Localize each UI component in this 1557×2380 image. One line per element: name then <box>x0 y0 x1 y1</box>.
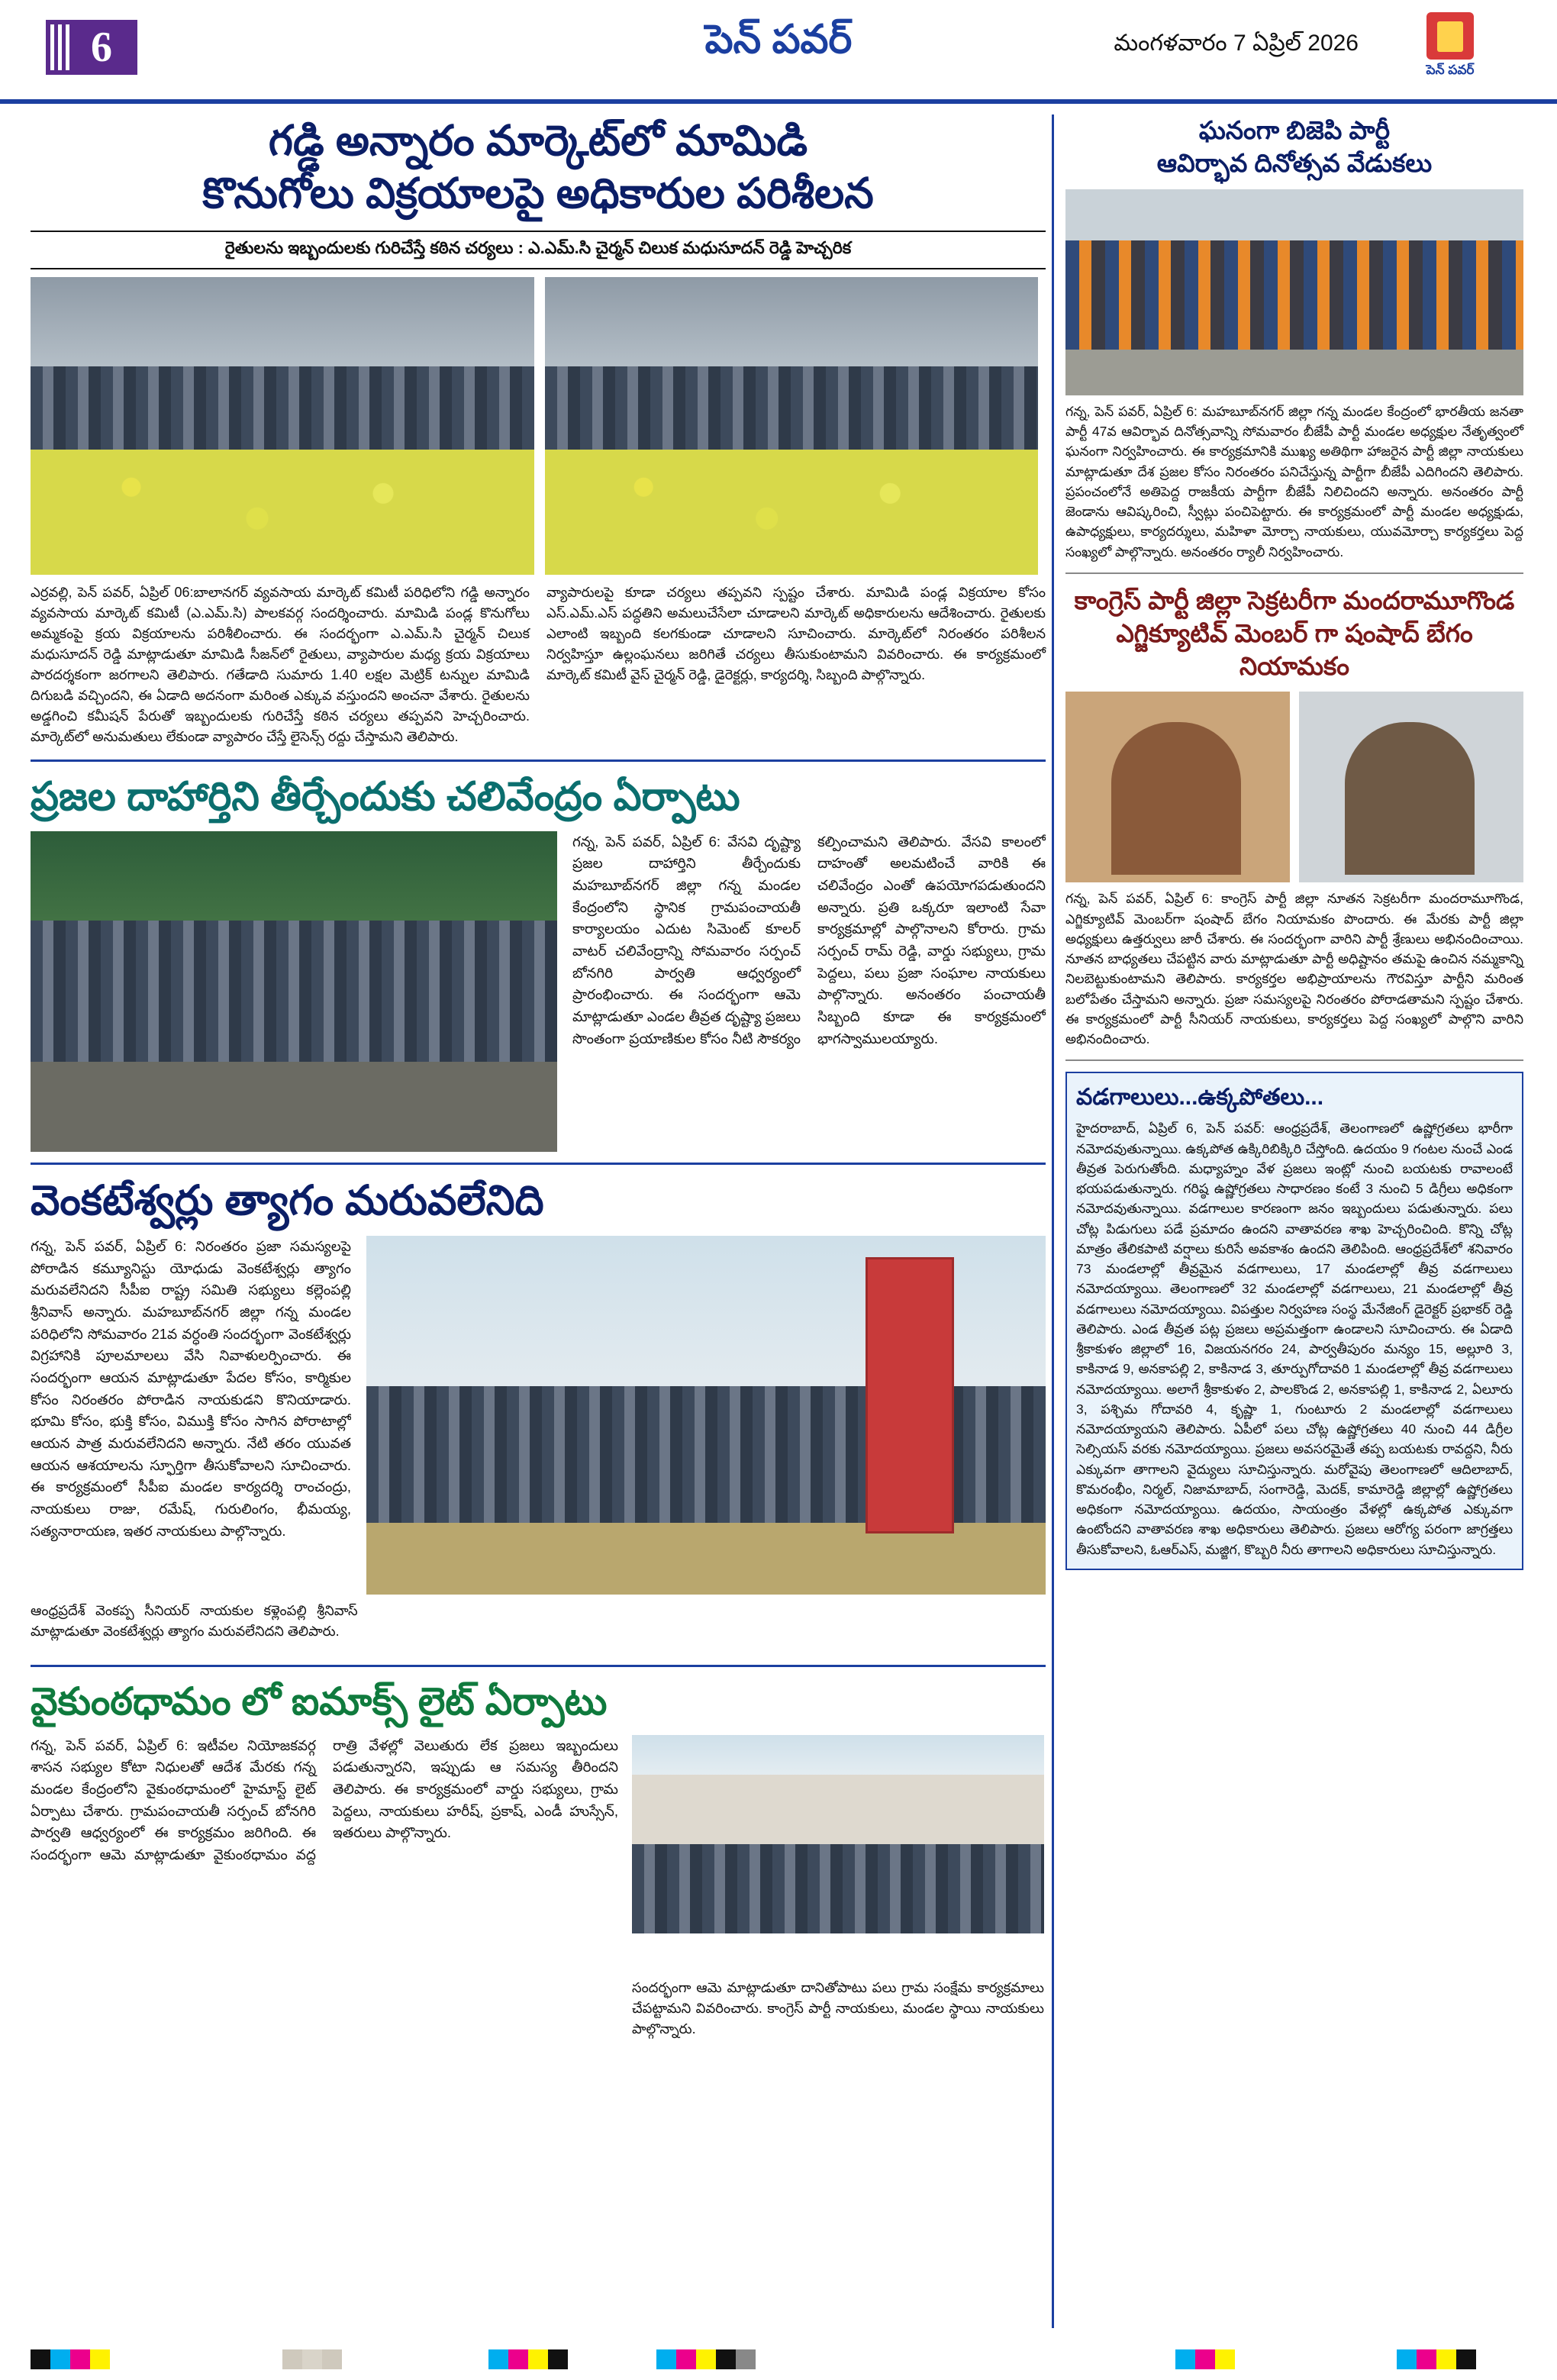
story-venkateswarlu <box>31 1175 1046 1658</box>
rdivider-1 <box>1065 572 1523 574</box>
story2-photo <box>31 831 557 1152</box>
rstory1-body: గన్న, పెన్ పవర్, ఏప్రిల్ 6: మహబూబ్‌నగర్ జిల్లా గన్న మండల కేంద్రంలో భారతీయ జనతా పార్టీ 47వ ఆవిర్భావ దినోత్సవాన్ని సోమవారం బీజేపీ పార్టీ మండల అధ్యక్షుల నేతృత్వంలో ఘనంగా నిర్వహించారు. ఈ కార్యక్రమానికి ముఖ్య అతిథిగా హాజరైన పార్టీ జిల్లా నాయకులు మాట్లాడుతూ దేశ ప్రజల కోసం నిరంతరం పనిచేస్తున్న పార్టీగా బీజేపీ ఎదిగిందని తెలిపారు. ప్రపంచంలోనే అతిపెద్ద రాజకీయ పార్టీగా బీజేపీ నిలిచిందని అన్నారు. అనంతరం పార్టీ జెండాను ఆవిష్కరించి, స్వీట్లు పంచిపెట్టారు. ఈ కార్యక్రమంలో పార్టీ మండల అధ్యక్షుడు, ఉపాధ్యక్షులు, కార్యదర్శులు, మహిళా మోర్చా నాయకులు, యువమోర్చా కార్యకర్తలు పెద్ద సంఖ్యలో పాల్గొన్నారు. అనంతరం ర్యాలీ నిర్వహించారు. <box>1065 403 1523 560</box>
story1-photo-left <box>31 277 534 575</box>
story1-captions <box>31 582 1046 747</box>
rstory2-portrait-1 <box>1065 692 1290 882</box>
story4-headline: వైకుంఠధామం లో ఐమాక్స్ లైట్ ఏర్పాటు <box>31 1680 608 1723</box>
story4-caption: సందర్భంగా ఆమె మాట్లాడుతూ దానితోపాటు పలు గ్రామ సంక్షేమ కార్యక్రమాలు చేపట్టామని వివరించారు. కాంగ్రెస్ పార్టీ నాయకులు, మండల స్థాయి నాయకులు పాల్గొన్నారు. <box>632 1979 1044 2037</box>
story-drinking-water <box>31 772 1046 1152</box>
rstory1-photo <box>1065 189 1523 395</box>
masthead <box>0 0 1557 104</box>
story2-headline: ప్రజల దాహార్తిని తీర్చేందుకు చలివేంద్రం ఏర్పాటు <box>31 774 740 819</box>
masthead-title: పెన్ పవర్ <box>704 18 853 62</box>
print-color-bars <box>31 2349 1526 2369</box>
rstory2-body: గన్న, పెన్ పవర్, ఏప్రిల్ 6: కాంగ్రెస్ పార్టీ జిల్లా నూతన సెక్రటరీగా మందరామూగొండ, ఎగ్జిక్యూటివ్ మెంబర్‌గా షంషాద్ బేగం నియామకం పొందారు. ఈ మేరకు పార్టీ జిల్లా అధ్యక్షులు ఉత్తర్వులు జారీ చేశారు. ఈ సందర్భంగా వారిని పార్టీ శ్రేణులు అభినందించాయి. నూతన బాధ్యతలు చేపట్టిన వారు మాట్లాడుతూ పార్టీ అధిష్టానం తమపై ఉంచిన నమ్మకాన్ని నిలబెట్టుకుంటామని తెలిపారు. కార్యకర్తల అభిప్రాయాలను గౌరవిస్తూ పార్టీని మరింత బలోపేతం చేస్తామని అన్నారు. ప్రజా సమస్యలపై నిరంతరం పోరాడతామని స్పష్టం చేశారు. ఈ కార్యక్రమంలో పార్టీ సీనియర్ నాయకులు, కార్యకర్తలు పెద్ద సంఖ్యలో పాల్గొని వారిని అభినందించారు. <box>1065 891 1523 1047</box>
story2-body: గన్న, పెన్ పవర్, ఏప్రిల్ 6: వేసవి దృష్ట్యా ప్రజల దాహార్తిని తీర్చేందుకు మహబూబ్‌నగర్ జిల్లా గన్న మండల కేంద్రంలోని స్థానిక గ్రామపంచాయతీ కార్యాలయం ఎదుట సిమెంట్ కూలర్ వాటర్ చలివేంద్రాన్ని సోమవారం సర్పంచ్ బోనగిరి పార్వతి ఆధ్వర్యంలో ప్రారంభించారు. ఈ సందర్భంగా ఆమె మాట్లాడుతూ ఎండల తీవ్రత దృష్ట్యా ప్రజలు సొంతంగా ప్రయాణికుల కోసం నీటి సౌకర్యం కల్పించామని తెలిపారు. వేసవి కాలంలో దాహంతో అలమటించే వారికి ఈ చలివేంద్రం ఎంతో ఉపయోగపడుతుందని అన్నారు. ప్రతి ఒక్కరూ ఇలాంటి సేవా కార్యక్రమాల్లో పాల్గొనాలని కోరారు. గ్రామ సర్పంచ్ రామ్ రెడ్డి, వార్డు సభ్యులు, గ్రామ పెద్దలు, పలు ప్రజా సంఘాల నాయకులు పాల్గొన్నారు. అనంతరం పంచాయతీ సిబ్బంది కూడా ఈ కార్యక్రమంలో భాగస్వాములయ్యారు. <box>572 833 1046 1046</box>
rstory3-headline: వడగాలులు...ఉక్కపోతలు... <box>1076 1085 1324 1111</box>
story4-body: గన్న, పెన్ పవర్, ఏప్రిల్ 6: ఇటీవల నియోజకవర్గ శాసన సభ్యుల కోటా నిధులతో ఆదేశ మేరకు గన్న మండల కేంద్రంలోని వైకుంఠధామంలో హైమాస్ట్ లైట్ ఏర్పాటు చేశారు. గ్రామపంచాయతీ సర్పంచ్ బోనగిరి పార్వతి ఆధ్వర్యంలో ఈ కార్యక్రమం జరిగింది. ఈ సందర్భంగా ఆమె మాట్లాడుతూ వైకుంఠధామం వద్ద రాత్రి వేళల్లో వెలుతురు లేక ప్రజలు ఇబ్బందులు పడుతున్నారని, ఇప్పుడు ఆ సమస్య తీరిందని తెలిపారు. ఈ కార్యక్రమంలో వార్డు సభ్యులు, గ్రామ పెద్దలు, నాయకులు హరీష్, ప్రకాష్, ఎండీ హుస్సేన్, ఇతరులు పాల్గొన్నారు. <box>31 1737 618 1862</box>
masthead-logo <box>1397 12 1504 85</box>
story1-caption-left: ఎర్రవల్లి, పెన్ పవర్, ఏప్రిల్ 06:బాలానగర్ వ్యవసాయ మార్కెట్ కమిటీ పరిధిలోని గడ్డి అన్నారం వ్యవసాయ మార్కెట్ కమిటీ (ఎ.ఎమ్.సి) పాలకవర్గ సందర్శించారు. మామిడి పండ్ల కొనుగోలు అమ్మకంపై క్రయ విక్రయాలను పరిశీలించారు. ఈ సందర్భంగా ఎ.ఎమ్.సి చైర్మన్ చిలుక మధుసూదన్ రెడ్డి మాట్లాడుతూ మామిడి సీజన్‌లో రైతులు, వ్యాపారుల మధ్య క్రయ విక్రయాలు పారదర్శకంగా జరగాలని తెలిపారు. గతేడాది సుమారు 1.40 లక్షల మెట్రిక్ టన్నుల మామిడి దిగుబడి వచ్చిందని, ఈ ఏడాది అదనంగా మరింత ఎక్కువ వస్తుందని అంచనా వేశారు. రైతులను అడ్డగించి కమీషన్ పేరుతో ఇబ్బందులకు గురిచేస్తే కఠిన చర్యలు తప్పవని హెచ్చరించారు. మార్కెట్‌లో అనుమతులు లేకుండా వ్యాపారం చేస్తే లైసెన్స్ రద్దు చేస్తామని తెలిపారు. <box>31 584 530 744</box>
left-column <box>31 114 1046 2040</box>
logo-icon <box>1426 12 1474 60</box>
story3-photo <box>366 1236 1046 1595</box>
story1-headline-line1: గడ్డి అన్నారం మార్కెట్‌లో మామిడి <box>268 117 808 164</box>
story-congress-appointments <box>1065 585 1523 1050</box>
column-divider <box>1052 114 1054 2328</box>
memorial-pillar-icon <box>866 1257 954 1533</box>
story-heatwave <box>1065 1072 1523 1570</box>
rstory2-headline-line1: కాంగ్రెస్ పార్టీ జిల్లా సెక్రటరీగా మందరామూగొండ <box>1074 585 1515 614</box>
masthead-date: మంగళవారం 7 ఏప్రిల్ 2026 <box>1114 31 1359 56</box>
story3-body: గన్న, పెన్ పవర్, ఏప్రిల్ 6: నిరంతరం ప్రజా సమస్యలపై పోరాడిన కమ్యూనిస్టు యోధుడు వెంకటేశ్వర్లు త్యాగం మరువలేనిదని సీపీఐ రాష్ట్ర సమితి సభ్యులు కల్లెంపల్లి శ్రీనివాస్ అన్నారు. మహబూబ్‌నగర్ జిల్లా గన్న మండల పరిధిలోని సోమవారం 21వ వర్ధంతి సందర్భంగా వెంకటేశ్వర్లు విగ్రహానికి పూలమాలలు వేసి నివాళులర్పించారు. ఈ సందర్భంగా ఆయన మాట్లాడుతూ పేదల కోసం, కార్మికుల కోసం నిరంతరం పోరాడిన నాయకుడని కొనియాడారు. భూమి కోసం, భుక్తి కోసం, విముక్తి కోసం సాగిన పోరాటాల్లో ఆయన పాత్ర మరువలేనిదని అన్నారు. నేటి తరం యువత ఆయన ఆశయాలను స్ఫూర్తిగా తీసుకోవాలని సూచించారు. ఈ కార్యక్రమంలో సీపీఐ మండల కార్యదర్శి రాంచంద్రు, నాయకులు రాజు, రమేష్, గురులింగం, భీమయ్య, సత్యనారాయణ, ఇతర నాయకులు పాల్గొన్నారు. <box>31 1238 351 1539</box>
rstory1-headline-line1: ఘనంగా బిజెపి పార్టీ <box>1198 116 1391 144</box>
right-column <box>1065 114 1523 1570</box>
rdivider-2 <box>1065 1059 1523 1061</box>
divider-2 <box>31 1163 1046 1165</box>
story1-caption-right: వ్యాపారులపై కూడా చర్యలు తప్పవని స్పష్టం చేశారు. మామిడి పండ్ల విక్రయాల కోసం ఎస్.ఎమ్.ఎస్ పద్ధతిని అమలుచేసేలా చూడాలని మార్కెట్ అధికారులను ఆదేశించారు. రైతులకు ఎలాంటి ఇబ్బంది కలగకుండా చూడాలని సూచించారు. మార్కెట్‌లో నిరంతరం పరిశీలన నిర్వహిస్తూ ఉల్లంఘనలు జరిగితే చర్యలు తీసుకుంటామని వివరించారు. ఈ కార్యక్రమంలో మార్కెట్ కమిటీ వైస్ చైర్మన్ రెడ్డి, డైరెక్టర్లు, కార్యదర్శి, సిబ్బంది పాల్గొన్నారు. <box>546 584 1046 682</box>
page-number: 6 <box>91 24 112 71</box>
story1-photo-right <box>545 277 1038 575</box>
divider-3 <box>31 1665 1046 1667</box>
story1-headline-line2: కొనుగోలు విక్రయాలపై అధికారుల పరిశీలన <box>202 169 874 217</box>
story3-headline: వెంకటేశ్వర్లు త్యాగం మరువలేనిది <box>31 1177 544 1224</box>
rstory2-portrait-2 <box>1299 692 1523 882</box>
story1-subhead: రైతులను ఇబ్బందులకు గురిచేస్తే కఠిన చర్యలు : ఎ.ఎమ్.సి చైర్మన్ చిలుక మధుసూదన్ రెడ్డి హెచ్చరిక <box>31 231 1046 269</box>
story4-photo <box>632 1735 1044 1933</box>
story-vaikuntadhamam <box>31 1678 1046 2040</box>
story3-caption: ఆంధ్రప్రదేశ్ వెంకప్ప సీనియర్ నాయకుల కళ్లెంపల్లి శ్రీనివాస్ మాట్లాడుతూ వెంకటేశ్వర్లు త్యాగం మరువలేనిదని తెలిపారు. <box>31 1603 358 1639</box>
story-bjp-foundation-day <box>1065 114 1523 562</box>
rstory2-headline-line2: ఎగ్జిక్యూటివ్ మెంబర్ గా షంషాద్ బేగం నియామకం <box>1116 618 1473 680</box>
story1-photos <box>31 277 1046 575</box>
rstory1-headline-line2: ఆవిర్భావ దినోత్సవ వేడుకలు <box>1156 148 1433 177</box>
story-mango-market <box>31 114 1046 747</box>
rstory3-body: హైదరాబాద్, ఏప్రిల్ 6, పెన్ పవర్: ఆంధ్రప్రదేశ్, తెలంగాణలో ఉష్ణోగ్రతలు భారీగా నమోదవుతున్నాయి. ఉక్కపోత ఉక్కిరిబిక్కిరి చేస్తోంది. ఉదయం 9 గంటల నుంచే ఎండ తీవ్రత పెరుగుతోంది. మధ్యాహ్నం వేళ ప్రజలు ఇంట్లో నుంచి బయటకు రావాలంటే భయపడుతున్నారు. గరిష్ఠ ఉష్ణోగ్రతలు సాధారణం కంటే 3 నుంచి 5 డిగ్రీలు అధికంగా నమోదవుతున్నాయి. వడగాలుల కారణంగా జనం ఇబ్బందులు పడుతున్నారు. పలు చోట్ల పిడుగులు పడే ప్రమాదం ఉందని వాతావరణ శాఖ హెచ్చరించింది. కొన్ని చోట్ల మాత్రం తేలికపాటి వర్షాలు కురిసే అవకాశం ఉందని తెలిపింది. ఆంధ్రప్రదేశ్‌లో శనివారం 73 మండలాల్లో తీవ్రమైన వడగాలులు, 17 మండలాల్లో తీవ్ర వడగాలులు నమోదయ్యాయి. తెలంగాణలో 32 మండలాల్లో వడగాలులు, 21 మండలాల్లో తీవ్ర వడగాలులు నమోదయ్యాయి. విపత్తుల నిర్వహణ సంస్థ మేనేజింగ్ డైరెక్టర్ ప్రభాకర్ రెడ్డి తెలిపారు. ఎండ తీవ్రత పట్ల ప్రజలు అప్రమత్తంగా ఉండాలని సూచించారు. ఈ ఏడాది శ్రీకాకుళం జిల్లాలో 16, విజయనగరం 24, పార్వతీపురం మన్యం 15, అల్లూరి 3, కాకినాడ 9, అనకాపల్లి 2, కాకినాడ 3, తూర్పుగోదావరి 1 మండలాల్లో తీవ్ర వడగాలులు నమోదయ్యాయి. అలాగే శ్రీకాకుళం 2, పాలకొండ 2, అనకాపల్లి 1, కాకినాడ 2, ఏలూరు 3, పశ్చిమ గోదావరి 4, కృష్ణా 1, గుంటూరు 2 మండలాల్లో వడగాలులు నమోదయ్యాయని తెలిపారు. ఏపీలో పలు చోట్ల ఉష్ణోగ్రతలు 40 నుంచి 44 డిగ్రీల సెల్సియస్ వరకు నమోదయ్యాయి. ప్రజలు అవసరమైతే తప్ప బయటకు రావద్దని, నీరు ఎక్కువగా తాగాలని వైద్యులు సూచిస్తున్నారు. మరోవైపు తెలంగాణలో ఆదిలాబాద్, కొమరంభీం, నిర్మల్, నిజామాబాద్, సంగారెడ్డి, మెదక్, కామారెడ్డి జిల్లాల్లో ఉష్ణోగ్రతలు అధికంగా నమోదయ్యాయి. ఉదయం, సాయంత్రం వేళల్లో ఉక్కపోత ఎక్కువగా ఉంటోందని వాతావరణ శాఖ అధికారులు తెలిపారు. ప్రజలు ఆరోగ్య పరంగా జాగ్రత్తలు తీసుకోవాలని, ఓఆర్ఎస్, మజ్జిగ, కొబ్బరి నీరు తాగాలని అధికారులు సూచిస్తున్నారు. <box>1076 1121 1513 1557</box>
divider-1 <box>31 759 1046 762</box>
logo-label: పెన్ పవర్ <box>1426 63 1475 77</box>
